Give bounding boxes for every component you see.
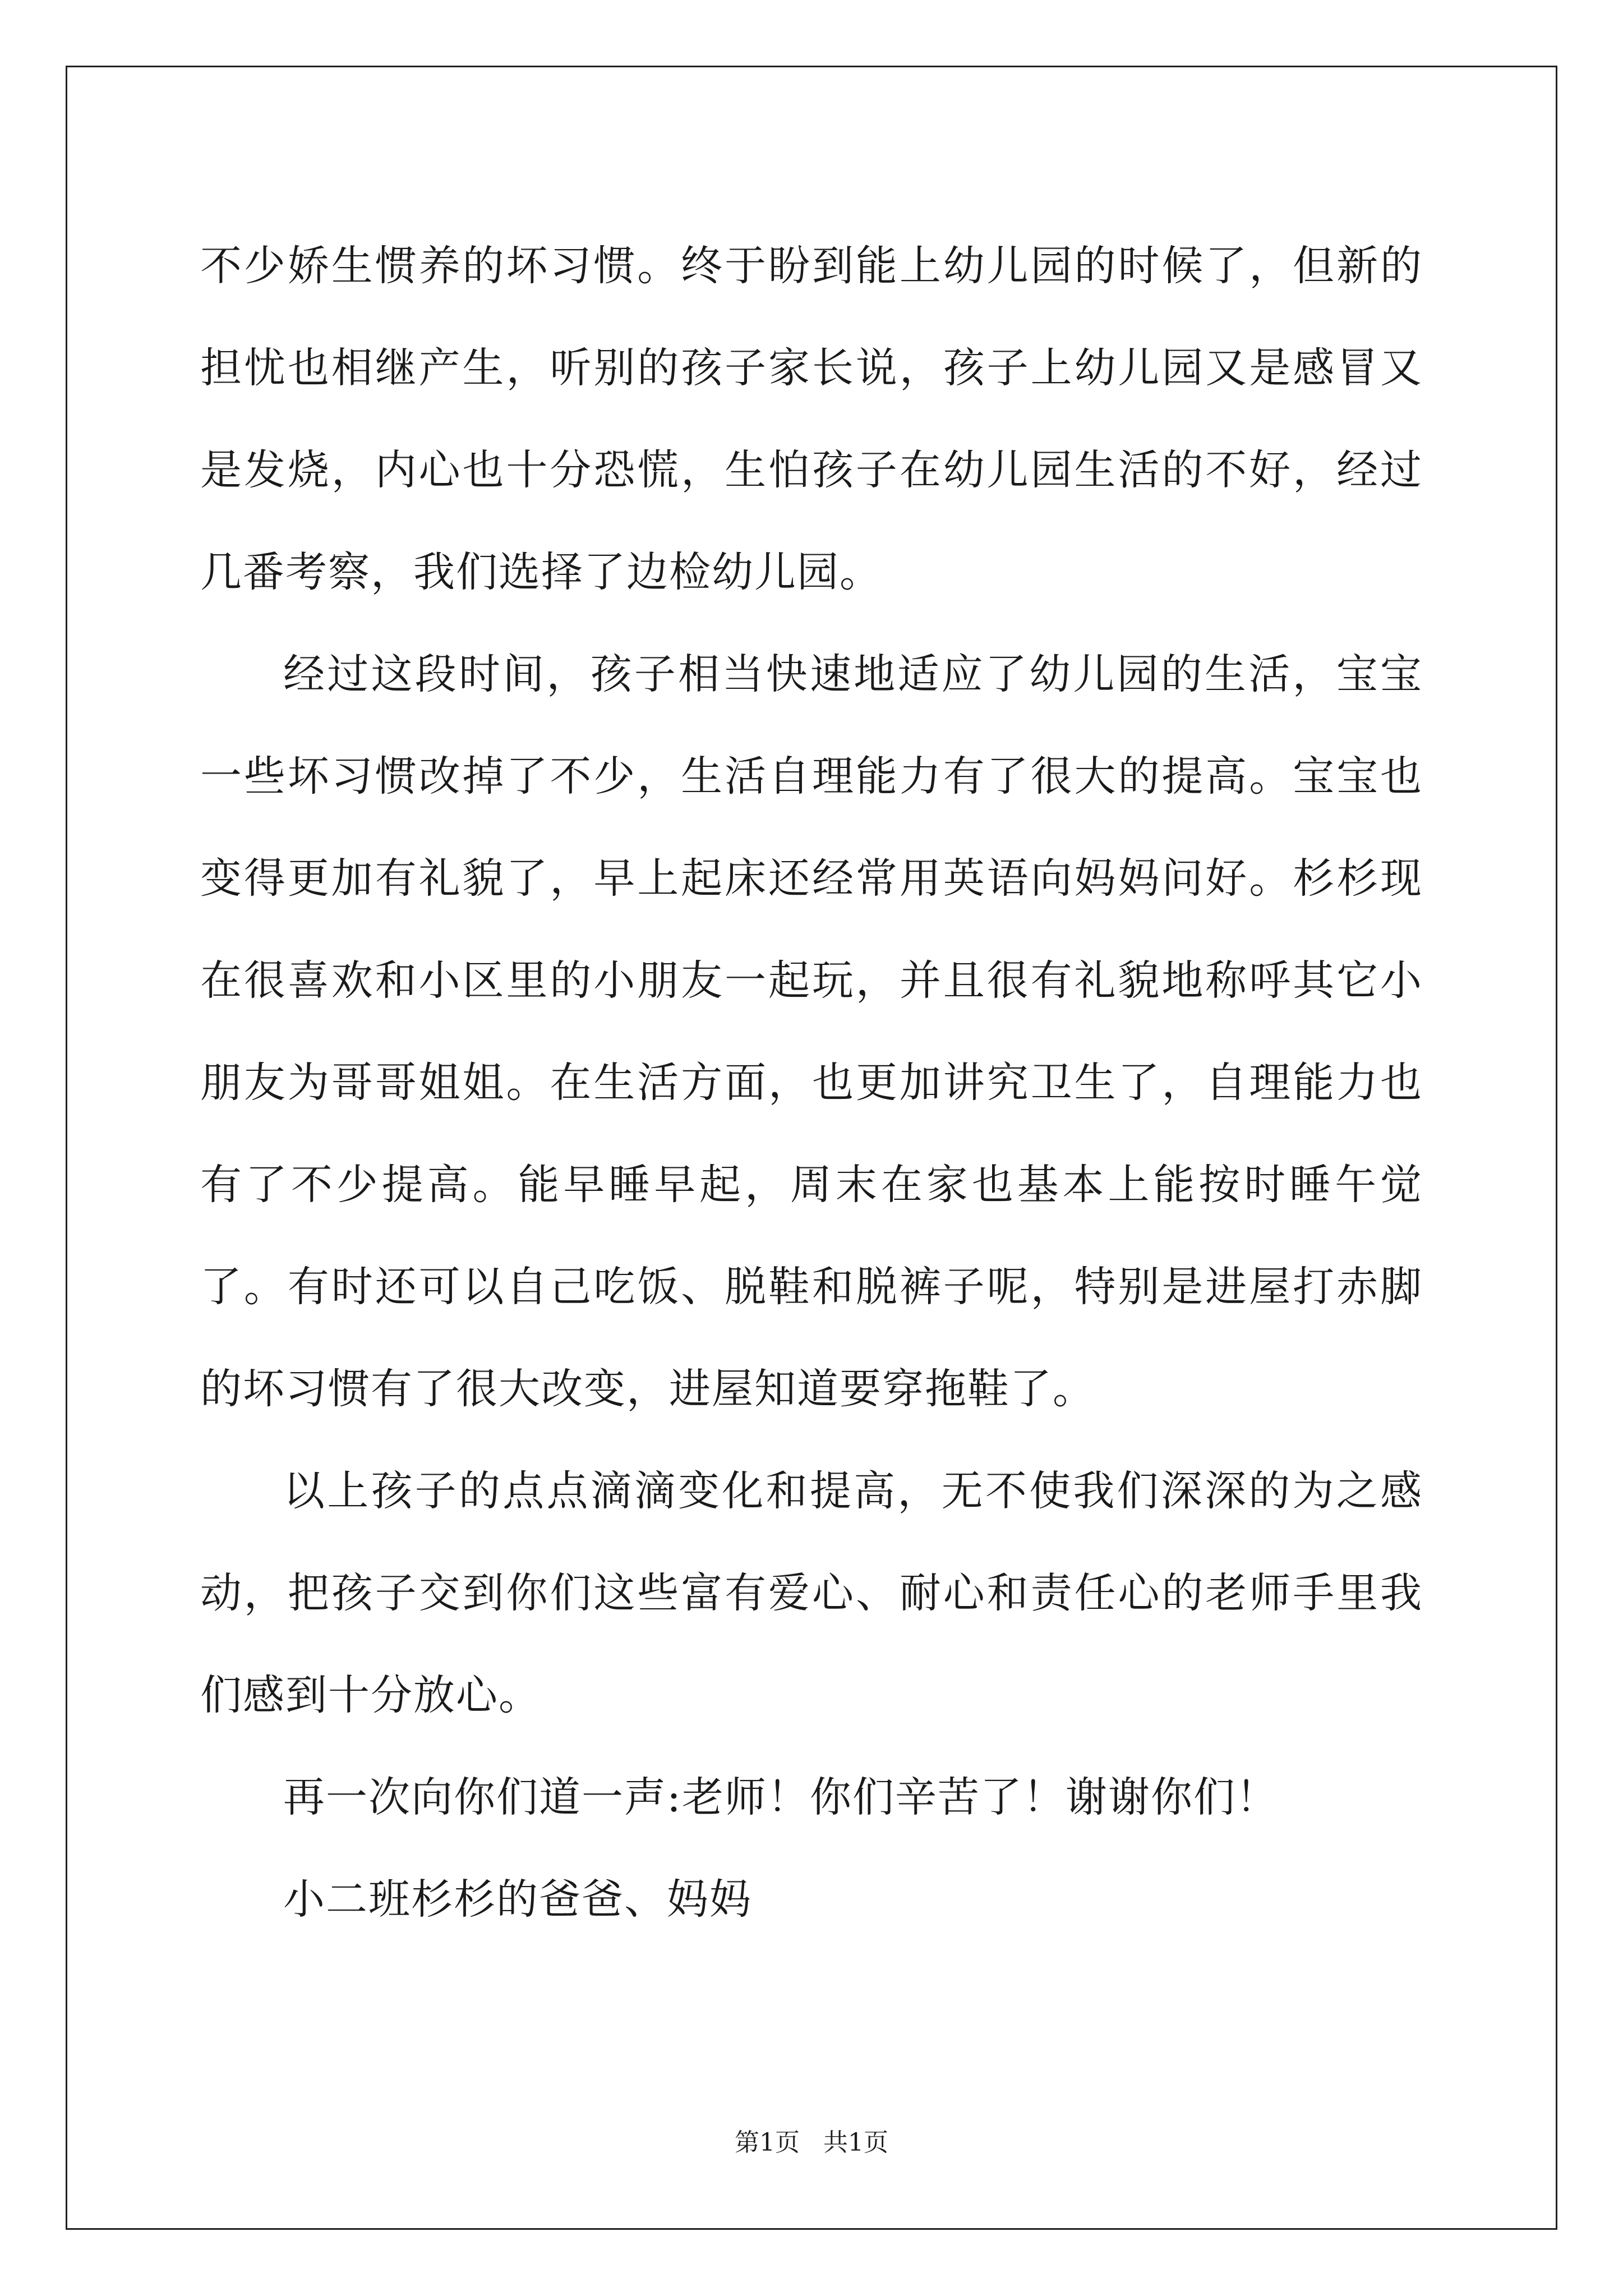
page-total: 共1页	[823, 2128, 888, 2157]
paragraph-4: 再一次向你们道一声:老师！你们辛苦了！谢谢你们！	[283, 1773, 1279, 1821]
page-number: 第1页	[735, 2128, 800, 2157]
document-body	[200, 215, 1423, 1950]
paragraph-3: 以上孩子的点点滴滴变化和提高，无不使我们深深的为之感动，把孩子交到你们这些富有爱心、耐心和责任心的老师手里我们感到十分放心。	[200, 1467, 1423, 1719]
paragraph-2: 经过这段时间，孩子相当快速地适应了幼儿园的生活，宝宝一些坏习惯改掉了不少，生活自理能力有了很大的提高。宝宝也变得更加有礼貌了，早上起床还经常用英语向妈妈问好。杉杉现在很喜欢和小区里的小朋友一起玩，并且很有礼貌地称呼其它小朋友为哥哥姐姐。在生活方面，也更加讲究卫生了，自理能力也有了不少提高。能早睡早起，周末在家也基本上能按时睡午觉了。有时还可以自己吃饭、脱鞋和脱裤子呢，特别是进屋打赤脚的坏习惯有了很大改变，进屋知道要穿拖鞋了。	[200, 650, 1423, 1413]
page-footer	[0, 2126, 1623, 2160]
signature-line: 小二班杉杉的爸爸、妈妈	[283, 1875, 752, 1924]
paragraph-1: 不少娇生惯养的坏习惯。终于盼到能上幼儿园的时候了，但新的担忧也相继产生，听别的孩子家长说，孩子上幼儿园又是感冒又是发烧，内心也十分恐慌，生怕孩子在幼儿园生活的不好，经过几番考察，我们选择了边检幼儿园。	[200, 242, 1423, 596]
